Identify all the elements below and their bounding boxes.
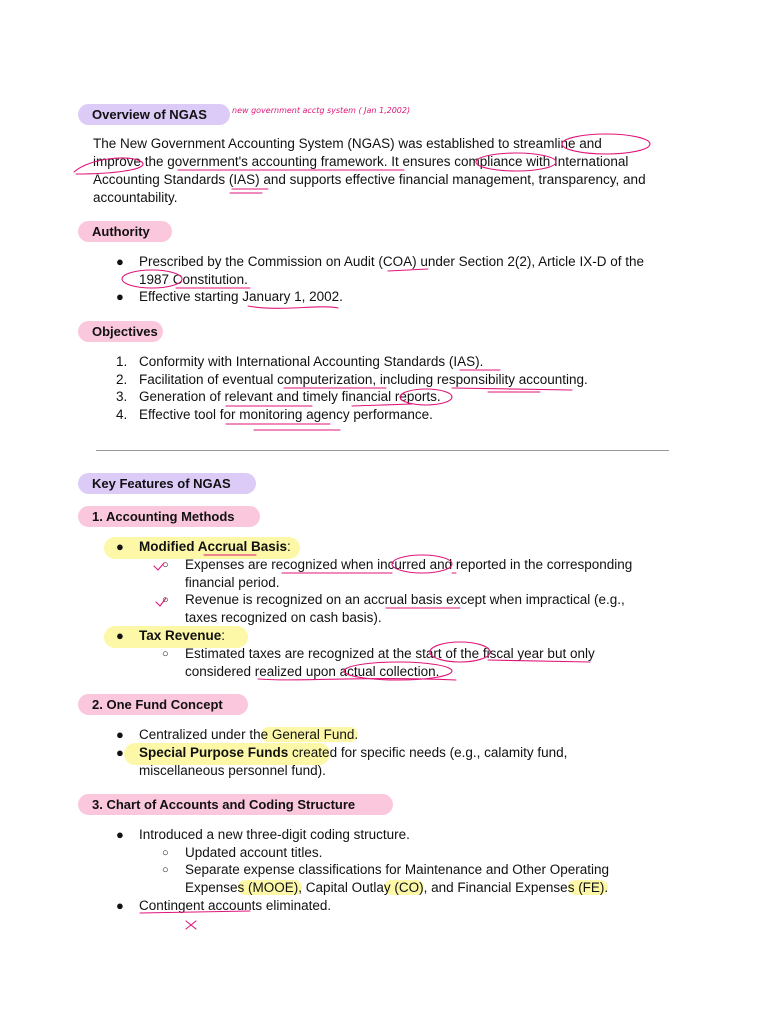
modified-accrual-label: Modified Accrual Basis [139, 539, 288, 554]
sub-bullet: ○ [162, 559, 169, 571]
coding-structure-item: Introduced a new three-digit coding structure. [139, 827, 410, 842]
heading-chart-of-accounts: 3. Chart of Accounts and Coding Structure [78, 794, 393, 815]
bullet: ● [116, 827, 124, 842]
heading-overview: Overview of NGAS [78, 104, 230, 125]
sub-line: taxes recognized on cash basis). [185, 610, 382, 625]
bullet: ● [116, 745, 124, 760]
tax-revenue-label: Tax Revenue [139, 628, 222, 643]
colon: : [221, 628, 226, 643]
overview-line: accountability. [93, 190, 178, 205]
list-number: 3. [116, 389, 128, 404]
special-purpose-rest: created for specific needs (e.g., calamity fund, [288, 745, 568, 760]
overview-paragraph [93, 135, 673, 207]
authority-item-line: 1987 Constitution. [139, 272, 248, 287]
heading-accounting-methods: 1. Accounting Methods [78, 506, 260, 527]
heading-one-fund-concept: 2. One Fund Concept [78, 694, 248, 715]
list-number: 1. [116, 354, 128, 369]
sub-line: Expenses are recognized when incurred and reported in the corresponding [185, 557, 633, 572]
bullet: ● [116, 898, 124, 913]
bullet: ● [116, 289, 124, 304]
bullet: ● [116, 539, 124, 554]
special-purpose-item [139, 744, 673, 780]
text-segment: Capital Outla [302, 880, 384, 895]
special-purpose-line [139, 744, 673, 762]
heading-authority: Authority [78, 221, 172, 242]
general-fund-prefix: Centralized under th [139, 727, 261, 742]
sub-bullet: ○ [162, 648, 169, 660]
tax-revenue-item [139, 627, 225, 645]
objective-item: Effective tool for monitoring agency performance. [139, 407, 433, 422]
authority-item: Effective starting January 1, 2002. [139, 289, 343, 304]
sub-bullet: ○ [162, 847, 169, 859]
sub-line2 [185, 879, 673, 897]
sub-bullet: ○ [162, 594, 169, 606]
bullet: ● [116, 727, 124, 742]
special-purpose-line2: miscellaneous personnel fund). [139, 763, 326, 778]
modified-accrual-sub [185, 556, 673, 592]
x-mark [186, 921, 196, 929]
modified-accrual-sub [185, 591, 673, 627]
bullet: ● [116, 628, 124, 643]
expense-classification-sub [185, 861, 673, 897]
tax-revenue-sub [185, 645, 673, 681]
underline-mark [226, 424, 340, 430]
colon: : [287, 539, 291, 554]
divider [96, 450, 669, 451]
account-titles-sub: Updated account titles. [185, 845, 323, 860]
sub-line: Estimated taxes are recognized at the start of the fiscal year but only [185, 646, 595, 661]
authority-item-line: Prescribed by the Commission on Audit (COA) under Section 2(2), Article IX-D of the [139, 254, 644, 269]
sub-line: considered realized upon actual collection. [185, 664, 440, 679]
modified-accrual-item [139, 538, 291, 556]
objective-item: Conformity with International Accounting Standards (IAS). [139, 354, 484, 369]
text-segment: Expense [185, 880, 238, 895]
sub-line: financial period. [185, 575, 280, 590]
contingent-accounts-item: Contingent accounts eliminated. [139, 898, 332, 913]
general-fund-highlight: e General Fund. [260, 727, 359, 742]
text-segment: , and Financial Expense [423, 880, 568, 895]
sub-line: Separate expense classifications for Maintenance and Other Operating [185, 862, 609, 877]
special-purpose-label: Special Purpose Funds [139, 745, 289, 760]
overview-line: improve the government's accounting framework. It ensures compliance with International [93, 154, 629, 169]
bullet: ● [116, 254, 124, 269]
list-number: 4. [116, 407, 128, 422]
fe-highlight: s (FE). [567, 880, 609, 895]
underline-mark [248, 306, 338, 308]
objective-item: Generation of relevant and timely financial reports. [139, 389, 441, 404]
objective-item: Facilitation of eventual computerization, including responsibility accounting. [139, 372, 588, 387]
heading-key-features: Key Features of NGAS [78, 473, 256, 494]
co-highlight: y (CO) [383, 880, 424, 895]
sub-line: Revenue is recognized on an accrual basis except when impractical (e.g., [185, 592, 625, 607]
handwritten-note: new government acctg system ( Jan 1,2002) [232, 106, 411, 115]
sub-bullet: ○ [162, 864, 169, 876]
overview-line: Accounting Standards (IAS) and supports effective financial management, transparency, and [93, 172, 646, 187]
mooe-highlight: s (MOOE), [237, 880, 303, 895]
heading-objectives: Objectives [78, 321, 163, 342]
list-number: 2. [116, 372, 128, 387]
overview-line: The New Government Accounting System (NGAS) was established to streamline and [93, 136, 602, 151]
general-fund-item [139, 726, 358, 744]
authority-item [139, 253, 673, 289]
